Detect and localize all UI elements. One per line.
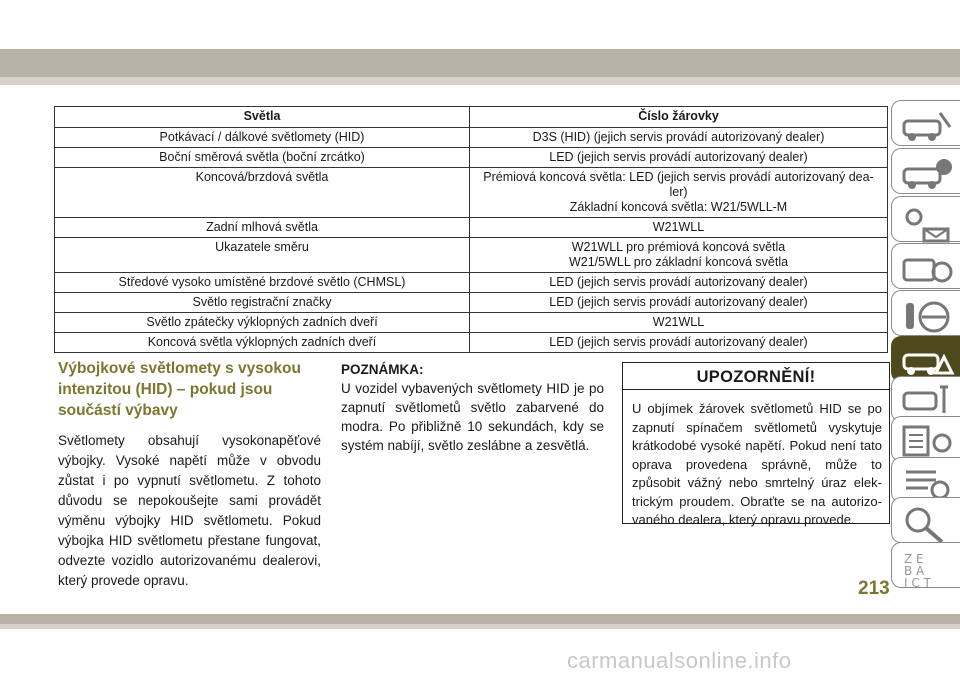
bulb-number-line: W21WLL pro prémiová koncová světla [571,240,786,254]
light-type-cell: Koncová světla výklopných zadních dveří [55,333,470,353]
top-band-stripe [0,77,960,85]
chapter-tab-airbag-steering[interactable] [891,243,960,289]
bottom-band-bar [0,614,960,624]
chapter-tab-car-info[interactable] [891,148,960,194]
light-type-cell: Světlo zpátečky výklopných zadních dveří [55,313,470,333]
note-title: POZNÁMKA: [341,362,424,377]
table-row [55,148,888,168]
table-header-bulb-number: Číslo žárovky [470,107,888,128]
bulb-table [54,106,888,353]
warning-title: UPOZORNĚNÍ! [623,363,889,390]
bulb-number-line: LED (jejich servis provádí autorizovaný dealer) [549,275,808,289]
table-row [55,333,888,353]
table-row [55,128,888,148]
warning-body: U objímek žárovek světlometů HID se po zapnutí spínačem světlometů vyskytuje krátkodobé vysoké napětí. Pokud není tato oprava provedena správně, může to způsobit vážný nebo smrtelný úraz elektrickým proudem. Obraťte se na autorizovaného dealera, který opravu provede. [632,401,882,527]
note-body: U vozidel vybavených světlomety HID je po zapnutí světlometů světlo zabarvené do modra. Po přibližně 10 sekundách, kdy se systém nabíjí, světlo zeslábne a zesvětlá. [341,381,604,453]
svg-text:I C T: I C T [904,576,931,589]
chapter-tab-specifications[interactable] [891,416,960,462]
bulb-number-line: ler) [669,185,688,199]
light-type-cell: Středové vysoko umístěné brzdové světlo (CHMSL) [55,273,470,293]
bottom-band-stripe [0,624,960,629]
table-header-lights: Světla [55,107,470,128]
hid-section [58,358,321,591]
bulb-number-cell [470,333,888,353]
section-heading: Výbojkové světlomety s vysokou intenzitou (HID) – pokud jsou součástí výbavy [58,360,301,419]
bulb-number-cell [470,148,888,168]
bulb-number-line: Základní koncová světla: W21/5WLL-M [569,200,788,214]
bulb-number-cell [470,218,888,238]
page-number: 213 [858,578,890,599]
chapter-tab-index[interactable] [891,542,960,588]
bulb-number-line: LED (jejich servis provádí autorizovaný dealer) [549,295,808,309]
bulb-number-line: W21/5WLL pro základní koncová světla [568,255,789,269]
table-row [55,218,888,238]
note-block [341,360,604,455]
light-type-cell: Světlo registrační značky [55,293,470,313]
bulb-number-cell [470,273,888,293]
bulb-number-line: W21WLL [652,220,705,234]
chapter-tab-search[interactable] [891,497,960,543]
table-row [55,313,888,333]
top-band-bar [0,49,960,77]
light-type-cell: Zadní mlhová světla [55,218,470,238]
section-body: Světlomety obsahují vysokonapěťové výbojky. Vysoké napětí může v obvodu zůstat i po vypnutí světlometu. Z tohoto důvodu se nepokoušejte sami provádět výměnu výbojky HID světlometu. Pokud výbojka HID světlometu přestane fungovat, odvezte vozidlo autorizovanému dealerovi, který provede opravu. [58,433,321,588]
chapter-tab-steering-wheel[interactable] [891,290,960,336]
bulb-number-line: LED (jejich servis provádí autorizovaný dealer) [549,150,808,164]
chapter-tab-warning-lights[interactable] [891,196,960,242]
chapter-tab-car-key[interactable] [891,100,960,146]
light-type-cell: Boční směrová světla (boční zrcátko) [55,148,470,168]
bulb-number-cell [470,168,888,218]
watermark: carmanualsonline.info [567,648,792,673]
bulb-number-cell [470,313,888,333]
table-row [55,168,888,218]
table-row [55,293,888,313]
bulb-number-cell [470,293,888,313]
table-header-row [55,107,888,128]
top-band [0,0,960,95]
table-row [55,273,888,293]
table-row [55,238,888,273]
svg-text:B A: B A [904,564,925,578]
warning-box [622,362,890,527]
light-type-cell: Ukazatele směru [55,238,470,273]
light-type-cell: Potkávací / dálkové světlomety (HID) [55,128,470,148]
bulb-number-cell [470,238,888,273]
svg-text:Z E: Z E [904,552,924,566]
bulb-number-line: Prémiová koncová světla: LED (jejich servis provádí autorizovaný dea- [483,170,874,184]
bulb-number-cell [470,128,888,148]
bulb-number-line: D3S (HID) (jejich servis provádí autorizovaný dealer) [532,130,825,144]
bulb-number-line: W21WLL [652,315,705,329]
light-type-cell: Koncová/brzdová světla [55,168,470,218]
bulb-number-line: LED (jejich servis provádí autorizovaný dealer) [549,335,808,349]
